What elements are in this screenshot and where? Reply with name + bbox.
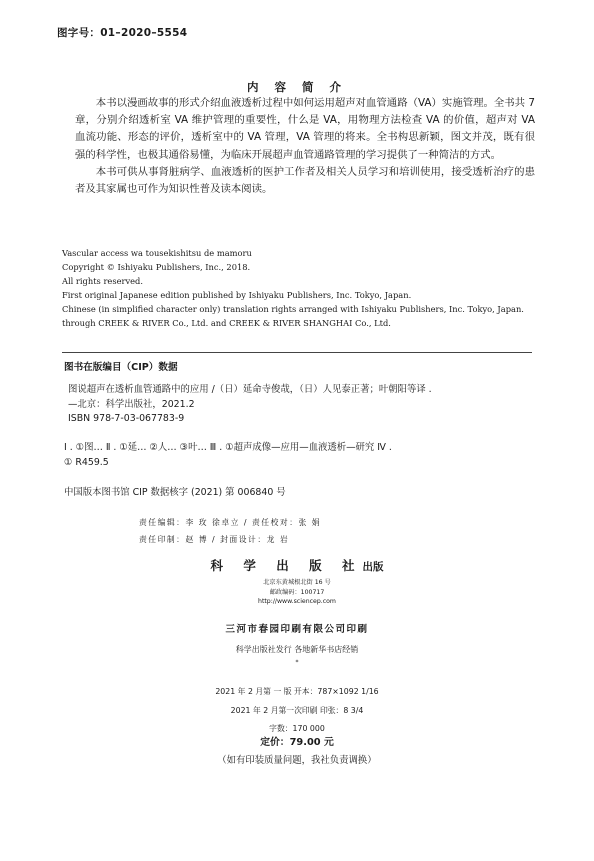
copyright-line: through CREEK & RIVER Co., Ltd. and CREEK & RIVER SHANGHAI Co., Ltd. — [62, 318, 391, 328]
edition-line: 2021 年 2 月第 一 版 开本：787×1092 1/16 — [215, 687, 379, 696]
copyright-line: Vascular access wa tousekishitsu de mamoru — [62, 248, 252, 258]
word-count: 字数：170 000 — [269, 724, 325, 733]
copyright-line: Copyright © Ishiyaku Publishers, Inc., 2018. — [62, 262, 251, 272]
print-specs — [0, 683, 594, 739]
quality-guarantee: （如有印装质量问题，我社负责调换） — [217, 755, 377, 766]
summary-body — [75, 95, 535, 198]
classification-line: Ⅰ . ①图… Ⅱ . ①延… ②人… ③叶… Ⅲ . ①超声成像—应用—血液透析—研究 Ⅳ . — [64, 442, 392, 453]
cip-heading: 图书在版编目（CIP）数据 — [64, 362, 178, 373]
credit-line: 责任印制：赵 博 / 封面设计：龙 岩 — [139, 535, 290, 544]
divider — [62, 352, 532, 353]
separator-star: * — [295, 659, 299, 666]
cip-publisher-line: —北京：科学出版社，2021.2 — [68, 398, 195, 410]
publisher-postcode: 邮政编码：100717 — [269, 588, 325, 596]
price: 定价：79.00 元 — [260, 737, 334, 748]
copyright-line: Chinese (in simplified character only) translation rights arranged with Ishiyaku Publishers, Inc. Tokyo, Japan. — [62, 304, 524, 314]
classification-line: ① R459.5 — [64, 456, 109, 468]
editorial-credits — [139, 514, 321, 548]
registration-number: 图字号：01–2020–5554 — [57, 27, 188, 39]
publisher-logo-text: 科 学 出 版 社 — [210, 558, 363, 573]
publisher-address: 北京东黄城根北街 16 号 — [263, 579, 331, 586]
printer: 三河市春园印刷有限公司印刷 — [225, 624, 369, 635]
copyright-line: First original Japanese edition published by Ishiyaku Publishers, Inc. Tokyo, Japan. — [62, 290, 412, 300]
isbn: ISBN 978-7-03-067783-9 — [68, 413, 185, 424]
publisher-line — [0, 556, 594, 574]
publisher-details — [0, 578, 594, 607]
publisher-url: http://www.sciencep.com — [258, 598, 336, 606]
distribution: 科学出版社发行 各地新华书店经销 — [235, 645, 359, 654]
summary-paragraph: 本书以漫画故事的形式介绍血液透析过程中如何运用超声对血管通路（VA）实施管理。全书共 7 章，分别介绍透析室 VA 维护管理的重要性，什么是 VA，用物理方法检查 VA 的价值，超声对 VA 血流功能、形态的评价，透析室中的 VA 管理，VA 管理的将来。全书构思新颖，图文并茂，既有很强的科学性，也极其通俗易懂，为临床开展超声血管通路管理的学习提供了一种简洁的方式。 — [75, 97, 535, 161]
credit-line: 责任编辑：李 玫 徐卓立 / 责任校对：张 娟 — [139, 518, 322, 527]
summary-heading: 内 容 简 介 — [246, 80, 347, 94]
impression-line: 2021 年 2 月第一次印刷 印张：8 3/4 — [230, 705, 364, 715]
cip-record — [64, 383, 432, 427]
cip-number: 中国版本图书馆 CIP 数据核字 (2021) 第 006840 号 — [64, 487, 286, 498]
classification — [64, 441, 392, 470]
copyright-line: All rights reserved. — [62, 276, 143, 286]
publisher-suffix: 出版 — [362, 561, 384, 573]
cip-title-line: 图说超声在透析血管通路中的应用 /（日）延命寺俊哉，（日）人见泰正著；叶朝阳等译 . — [68, 384, 432, 395]
summary-paragraph: 本书可供从事肾脏病学、血液透析的医护工作者及相关人员学习和培训使用，接受透析治疗的患者及其家属也可作为知识性普及读本阅读。 — [75, 165, 535, 196]
copyright-notice — [62, 246, 524, 330]
